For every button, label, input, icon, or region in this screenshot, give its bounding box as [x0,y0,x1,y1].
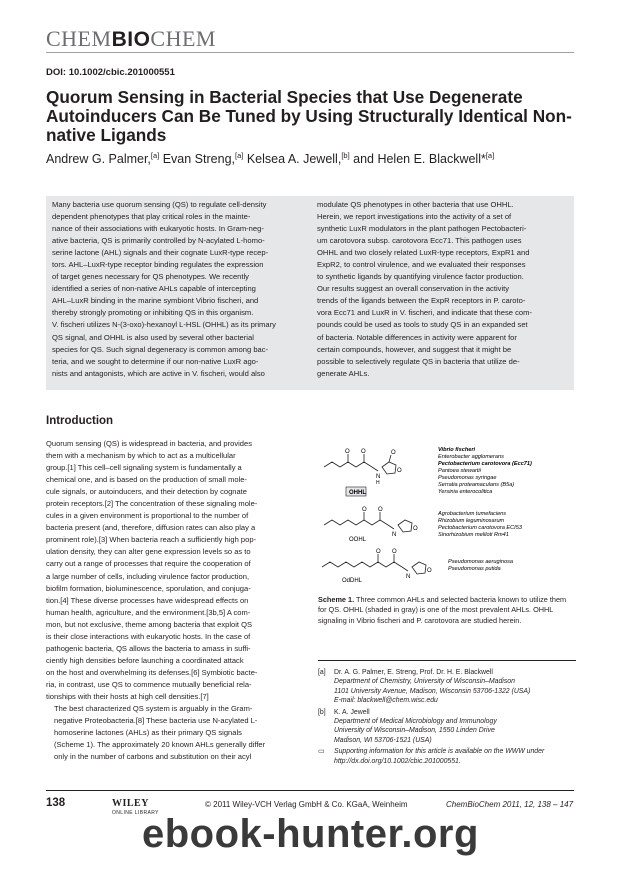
compound-label: OdDHL [342,578,363,584]
atom-label: O [397,468,402,474]
scheme-caption: Scheme 1. Three common AHLs and selected bacteria known to utilize them for QS. OHHL (shaded in gray) is one of the most prevalent AHLs. OHHL signaling in Vibrio fischeri and P. carotovora are studied herein. [318,595,567,625]
footnote-affiliation-a: [a] Dr. A. G. Palmer, E. Streng, Prof. Dr. H. E. Blackwell Department of Chemistry, University of Wisconsin–Madison 1101 University Avenue, Madison, Wisconsin 53706-1322 (USA) E-mail: blackwell@chem.wisc.edu [318,669,531,705]
text-line: V. fischeri utilizes N-(3-oxo)-hexanoyl L-HSL (OHHL) as its primary [52,320,276,330]
footnotes [318,668,576,768]
text-line: OHHL and two closely related LuxR-type receptors, ExpR1 and [317,248,530,258]
text-line: possible to selectively regulate QS in bacteria that utilize de- [317,356,520,366]
text-line: to synthetic ligands by quantifying virulence factor production. [317,272,524,282]
compound-label: OHHL [349,490,366,496]
author-name: Evan Streng, [159,152,235,166]
section-heading: Introduction [46,415,114,427]
text-line: only in the number of carbons and substitution on their acyl [54,752,252,762]
text-line: vora Ecc71 and LuxR in V. fischeri, and indicate that these com- [317,308,532,318]
abstract-left-column [52,199,303,380]
text-line: pathogenic bacteria, QS allows the bacteria to amass in suffi- [46,643,251,653]
atom-label: O [392,549,397,555]
svg-text:Rhizobium leguminosarum: Rhizobium leguminosarum [438,518,505,524]
text-line: homoserine lactones (AHLs) as their primary QS signals [54,728,242,738]
doi-link[interactable]: http://dx.doi.org/10.1002/cbic.201000551. [334,757,461,765]
svg-text:Pectobacterium carotovora ECI5: Pectobacterium carotovora ECI53 [438,525,522,531]
text-line: carry out a range of processes that require the cooperation of [46,559,251,569]
page-number: 138 [46,797,66,809]
text-line: identified a series of non-native AHLs capable of intercepting [52,284,256,294]
svg-text:Pseudomonas aeruginosa: Pseudomonas aeruginosa [448,559,513,565]
text-line: bacteria present (and, therefore, diffusion rates can also play a [46,523,256,533]
oohl-structure [324,512,412,532]
article-title: Quorum Sensing in Bacterial Species that Use Degenerate Autoinducers Can Be Tuned by Using Structurally Identical Non-native Ligands [46,87,572,145]
text-line: cules in a given environment is proportional to the number of [46,511,249,521]
footnote-affiliation-b: [b] K. A. Jewell Department of Medical Microbiology and Immunology University of Wisconsin–Madison, 1550 Linden Drive Madison, WI 53706-1521 (USA) [318,708,497,744]
supporting-info-icon: ▭ [318,748,325,756]
svg-text:Sinorhizobium meliloti Rm41: Sinorhizobium meliloti Rm41 [438,532,509,538]
text-line: of target genes necessary for QS phenotypes. We recently [52,272,249,282]
text-line: human health, agriculture, and the environment.[3b,5] A com- [46,607,251,617]
text-line: protein receptors.[2] The concentration of these signaling mole- [46,499,258,509]
abstract-box [46,196,574,390]
affiliation-mark: [a] [150,151,160,160]
species-list-2 [437,511,523,538]
species-list-3 [448,559,513,572]
text-line: on the host and overwhelming its defenses.[6] Symbiotic bacte- [46,667,258,677]
author-list [46,152,494,166]
atom-label: O [427,568,432,574]
atom-label: N [392,532,397,538]
atom-label: O [362,507,367,513]
svg-text:Pseudomonas putida: Pseudomonas putida [448,566,501,572]
atom-label: O [345,449,350,455]
svg-text:Vibrio fischeri: Vibrio fischeri [438,447,476,453]
abstract-right-column [317,199,568,380]
text-line: tors. AHL–LuxR-type receptor binding regulates the expression [52,260,264,270]
text-line: um carotovora subsp. carotovora Ecc71. This pathogen uses [317,236,522,246]
atom-label: O [376,549,381,555]
text-line: thereby strongly promoting or inhibiting QS in this organism. [52,308,254,318]
atom-label: O [391,450,396,456]
text-line: ciently high densities before launching a coordinated attack [46,655,244,665]
text-line: generate AHLs. [317,368,370,378]
text-line: tionships with their hosts at high cell densities.[7] [46,691,209,701]
text-line: ExpR2, to control virulence, and we evaluated their responses [317,260,526,270]
affiliation-mark: [a] [485,151,495,160]
affiliation-mark: [b] [341,151,350,160]
text-line: Herein, we report investigations into the activity of a set of [317,212,512,222]
text-line: prominent role).[3] When bacteria reach a sufficiently high pop- [46,535,257,545]
compound-label: OOHL [349,537,367,543]
scheme-1-figure [318,445,576,585]
text-line: species for QS. Such signal degeneracy is common among bac- [52,344,269,354]
text-line: ria, in contrast, use QS to commence mutually beneficial rela- [46,679,252,689]
atom-label: N [376,474,381,480]
text-line: ulation density, they can alter gene expression levels so as to [46,547,251,557]
footnote-supporting-info: ▭ Supporting information for this article is available on the WWW under http://dx.doi.org/10.1002/cbic.201000551. [318,747,576,766]
text-line: QS signal, and OHHL is also used by several other bacterial [52,332,254,342]
text-line: a large number of cells, including virulence factor production, [46,571,250,581]
svg-text:Pseudomonas syringae: Pseudomonas syringae [438,475,497,481]
intro-paragraph [46,703,304,763]
text-line: synthetic LuxR modulators in the plant pathogen Pectobacteri- [317,224,527,234]
text-line: serine lactone (AHL) signals and their cognate LuxR-type recep- [52,248,269,258]
svg-text:Yersinia enterocolitica: Yersinia enterocolitica [438,489,493,495]
intro-text [46,438,304,763]
atom-label: O [378,507,383,513]
text-line: of bacteria. Notable differences in activity were apparent for [317,332,517,342]
doi: DOI: 10.1002/cbic.201000551 [46,67,175,78]
text-line: them with a mechanism by which to act as a multicellular [46,451,236,461]
watermark: ebook-hunter.org [142,812,479,856]
text-line: negative Proteobacteria.[8] These bacteria use N-acylated L- [54,716,258,726]
text-line: mon, but not exclusive, theme among bacteria that exploit QS [46,619,252,629]
text-line: chemical one, and is based on the production of small mole- [46,475,247,485]
affiliation-mark: [a] [235,151,244,160]
text-line: The best characterized QS system is arguably in the Gram- [54,704,253,714]
atom-label: O [361,449,366,455]
text-line: pounds could be used as tools to study QS in an expanded set [317,320,528,330]
text-line: modulate QS phenotypes in other bacteria that use OHHL. [317,200,514,209]
text-line: dependent phenotypes that play critical roles in the mainte- [52,212,251,222]
text-line: nists and antagonists, which are active in V. fischeri, would also [52,368,265,378]
text-line: Many bacteria use quorum sensing (QS) to regulate cell-density [52,200,267,209]
text-line: AHL–LuxR binding in the marine symbiont Vibrio fischeri, and [52,296,259,306]
svg-text:Agrobacterium tumefaciens: Agrobacterium tumefaciens [438,511,507,517]
ohhl-structure [324,454,396,474]
species-list-1 [438,447,532,495]
text-line: (Scheme 1). The approximately 20 known AHLs generally differ [54,740,266,750]
svg-text:Enterobacter agglomerans: Enterobacter agglomerans [438,454,504,460]
journal-name: CHEMBIOCHEM [46,26,216,51]
text-line: certain compounds, however, and suggest that it might be [317,344,512,354]
atom-label: O [413,526,418,532]
atom-label: N [406,574,411,580]
copyright: © 2011 Wiley-VCH Verlag GmbH & Co. KGaA, Weinheim [205,800,408,809]
author-name: and Helen E. Blackwell* [349,152,486,166]
text-line: Quorum sensing (QS) is widespread in bacteria, and provides [46,439,252,448]
text-line: teria, and we sought to determine if our non-native LuxR ago- [52,356,259,366]
svg-text:Pantoea stewartii: Pantoea stewartii [438,468,481,474]
text-line: tion.[4] These diverse processes have widespread effects on [46,595,249,605]
text-line: nance of their associations with eukaryotic hosts. In Gram-neg- [52,224,264,234]
intro-paragraph [46,438,304,703]
atom-label: H [376,480,380,486]
text-line: Our results suggest an overall conservation in the activity [317,284,510,294]
header-rule [46,52,574,53]
oddhl-structure [322,554,426,574]
wiley-logo: WILEY ONLINE LIBRARY [112,798,159,816]
text-line: cule signals, or autoinducers, and their detection by cognate [46,487,247,497]
footnote-rule [318,660,576,661]
text-line: trends of the ligands between the ExpR receptors in P. caroto- [317,296,526,306]
svg-text:Pectobacterium carotovora (Ecc: Pectobacterium carotovora (Ecc71) [438,461,532,467]
text-line: ative bacteria, QS is primarily controlled by N-acylated L-homo- [52,236,265,246]
author-name: Andrew G. Palmer, [46,152,151,166]
text-line: group.[1] This cell–cell signaling system is fundamentally a [46,463,242,473]
svg-text:Serratia proteamaculans (B5a): Serratia proteamaculans (B5a) [438,482,515,488]
author-name: Kelsea A. Jewell, [243,152,342,166]
footer-rule [46,790,574,791]
text-line: is their close interactions with eukaryotic hosts. In the case of [46,631,251,641]
citation: ChemBioChem 2011, 12, 138 – 147 [446,800,574,809]
text-line: biofilm formation, bioluminescence, sporulation, and conjuga- [46,583,251,593]
